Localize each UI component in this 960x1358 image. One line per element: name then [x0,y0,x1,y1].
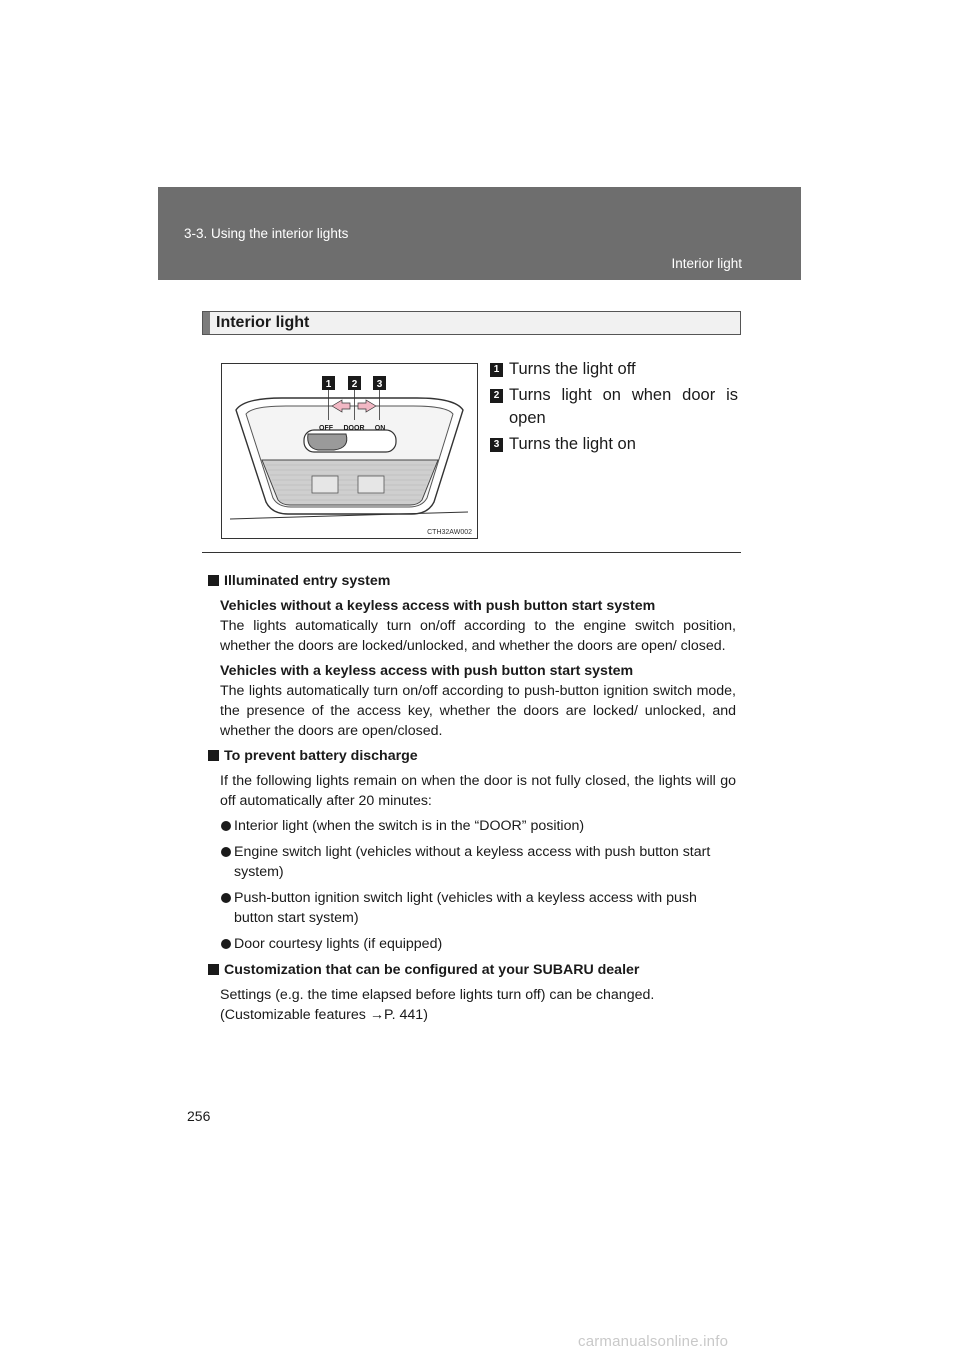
title-accent-bar [203,312,210,334]
callout-text: Turns the light on [509,435,636,453]
switch-label-off: OFF [319,425,333,432]
note-subheading: Vehicles without a keyless access with push button start system [220,598,656,614]
note-heading-text: Customization that can be configured at your SUBARU dealer [224,962,640,978]
note-customization [208,960,736,1025]
note-heading-text: Illuminated entry system [224,573,391,589]
square-bullet-icon [208,575,219,586]
list-item-text: Engine switch light (vehicles without a keyless access with push button start system) [234,844,711,880]
round-bullet-icon [221,847,231,857]
header-title: Interior light [671,256,742,271]
round-bullet-icon [221,821,231,831]
callout-list [490,358,738,459]
callout-item-3 [490,433,738,456]
callout-item-2 [490,384,738,430]
figure-callout-1-num: 1 [325,379,332,390]
note-heading [208,746,736,766]
switch-label-on: ON [374,425,386,432]
list-item-text: Door courtesy lights (if equipped) [234,936,443,952]
switch-knob [308,434,347,450]
notes-section [208,571,736,1030]
lens-window-left [312,476,338,493]
round-bullet-icon [221,893,231,903]
watermark: carmanualsonline.info [578,1333,729,1350]
note-heading [208,571,736,591]
callout-item-1 [490,358,738,381]
note-paragraph: The lights automatically turn on/off according to push-button ignition switch mode, the presence of the access key, whether the doors are locked/ unlocked, and whether the doors are open/closed. [220,683,736,739]
section-title: Interior light [216,314,310,331]
note-heading [208,960,736,980]
list-item-text: Interior light (when the switch is in the “DOOR” position) [234,818,585,834]
interior-light-figure [221,363,478,539]
list-item [208,816,736,836]
list-item [208,888,736,928]
note-illuminated-entry [208,571,736,741]
note-battery-discharge [208,746,736,954]
figure-callout-2-num: 2 [351,379,358,390]
round-bullet-icon [221,939,231,949]
callout-number: 1 [490,363,503,377]
note-heading-text: To prevent battery discharge [224,748,418,764]
note-paragraph: The lights automatically turn on/off according to the engine switch position, whether the doors are locked/unlocked, and whether the doors are open/ closed. [220,618,736,654]
callout-number: 2 [490,389,503,403]
note-paragraph: If the following lights remain on when the door is not fully closed, the lights will go off automatically after 20 minutes: [220,773,736,809]
figure-code: CTH32AW002 [427,529,472,536]
list-item-text: Push-button ignition switch light (vehicles with a keyless access with push button start system) [234,890,697,926]
list-item [208,842,736,882]
page-number: 256 [187,1108,211,1124]
switch-label-door: DOOR [343,425,365,432]
lens-window-right [358,476,384,493]
list-item [208,934,736,954]
square-bullet-icon [208,750,219,761]
header-band [158,187,801,280]
callout-number: 3 [490,438,503,452]
divider-rule [202,552,741,553]
square-bullet-icon [208,964,219,975]
note-paragraph: Settings (e.g. the time elapsed before lights turn off) can be changed. [220,987,655,1003]
section-label: 3-3. Using the interior lights [184,226,349,241]
figure-callout-3-num: 3 [376,379,383,390]
callout-text: Turns light on when door is open [509,386,738,427]
interior-light-illustration [222,364,477,538]
section-title-box [202,311,741,335]
callout-text: Turns the light off [509,360,636,378]
note-subheading: Vehicles with a keyless access with push button start system [220,663,634,679]
lamp-lens [262,460,438,505]
page-reference[interactable]: (Customizable features →P. 441) [220,1007,428,1023]
